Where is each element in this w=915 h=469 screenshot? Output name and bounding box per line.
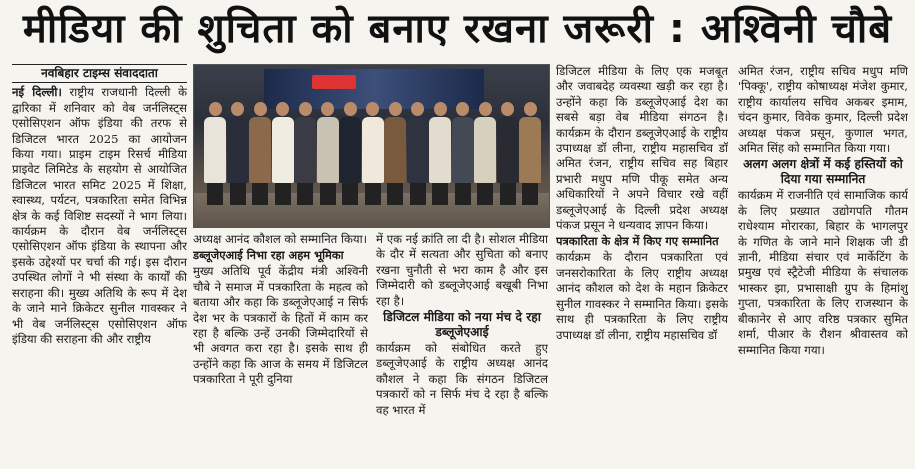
paragraph: कार्यक्रम में राजनीति एवं सामाजिक कार्य के लिए प्रख्यात उद्योगपति गौतम राधेश्याम मोरारका, बिहार के भागलपुर के गणित के जाने माने शिक्षक जी डी ज्ञानी, मीडिया संचार एवं मार्केटिंग के प्रमुख एवं स्ट्रैटेजी मीडिया के संचालक भास्कर झा, प्रभासाक्षी ग्रुप के हिमांशु गुप्ता, पत्रकारिता के लिए राजस्थान के बीकानेर से आए वरिष्ठ पत्रकार सुमित शर्मा, पीआर के रौशन श्रीवास्तव को सम्मानित किया गया।	[738, 188, 908, 357]
article-column-4	[556, 64, 728, 469]
subheading: डिजिटल मीडिया को नया मंच दे रहा डब्लूजेएआई	[383, 310, 541, 340]
paragraph-text: राष्ट्रीय राजधानी दिल्ली के द्वारिका में शनिवार को वेब जर्नलिस्ट्स एसोसिएशन ऑफ इंडिया की तरफ से डिजिटल भारत 2025 का आयोजन किया गया। प्राइम टाइम रिसर्च मीडिया प्राइवेट लिमिटेड के सहयोग से आयोजित डिजिटल भारत समिट 2025 में शिक्षा, स्वास्थ्य, पर्यटन, पत्रकारिता समेत विभिन्न क्षेत्र के कई विशिष्ट सदस्यों ने भाग लिया। कार्यक्रम के दौरान वेब जर्नलिस्ट्स एसोसिएशन ऑफ इंडिया के स्थापना और इसके उद्देश्यों पर चर्चा की गई। इस दौरान उपस्थित लोगों ने भी संस्था के कार्यों की सराहना की। मुख्य अतिथि के रूप में देश के जाने माने क्रिकेटर सुनील गावस्कर ने भी वेब जर्नलिस्ट्स एसोसिएशन ऑफ इंडिया की सराहना की और राष्ट्रीय	[12, 85, 187, 346]
person-figure	[204, 102, 226, 205]
paragraph: मुख्य अतिथि पूर्व केंद्रीय मंत्री अश्विनी चौबे ने समाज में पत्रकारिता के महत्व को बताया और कहा कि डब्लूजेएआई न सिर्फ देश भर के पत्रकारों के हितों में काम कर रहा है बल्कि उन्हें उनकी जिम्मेदारियों से भी अवगत करा रहा है। इसके साथ ही उन्होंने कहा कि आज के समय में डिजिटल पत्रकारिता ने पूरी दुनिया	[193, 264, 368, 387]
subheading: पत्रकारिता के क्षेत्र में किए गए सम्मानित	[556, 234, 719, 249]
dateline: नई दिल्ली।	[12, 85, 62, 100]
article-column-1	[12, 64, 187, 469]
paragraph: डिजिटल मीडिया के लिए एक मजबूत और जवाबदेह व्यवस्था खड़ी कर रहा है। उन्होंने कहा कि डब्लूजेएआई देश का सबसे बड़ा वेब मीडिया संगठन है। कार्यक्रम के दौरान डब्लूजेएआई के राष्ट्रीय उपाध्यक्ष डॉ लीना, राष्ट्रीय महासचिव डॉ अमित रंजन, राष्ट्रीय सचिव सह बिहार प्रभारी मधुप मणि पीकू समेत अन्य अधिकारियों ने अपने विचार रखे वहीं डब्लूजेएआई के दिल्ली प्रदेश अध्यक्ष पंकज प्रसून ने धन्यवाद ज्ञापन किया।	[556, 64, 728, 233]
article-column-5	[738, 64, 908, 469]
subheading: डब्लूजेएआई निभा रहा अहम भूमिका	[193, 248, 344, 263]
paragraph: कार्यक्रम के दौरान पत्रकारिता एवं जनसरोकारिता के लिए राष्ट्रीय अध्यक्ष आनंद कौशल को देश के महान क्रिकेटर सुनील गावस्कर ने सम्मानित किया। इसके साथ ही पत्रकारिता के लिए राष्ट्रीय उपाध्यक्ष डॉ लीना, राष्ट्रीय महासचिव डॉ	[556, 250, 728, 342]
paragraph: कार्यक्रम को संबोधित करते हुए डब्लूजेएआई के राष्ट्रीय अध्यक्ष आनंद कौशल ने कहा कि संगठन डिजिटल पत्रकारों को न सिर्फ मंच दे रहा है बल्कि वह भारत में	[376, 341, 548, 417]
paragraph: में एक नई क्रांति ला दी है। सोशल मीडिया के दौर में सत्यता और सुचिता को बनाए रखना चुनौती से भरा काम है और इस जिम्मेदारी को डब्लूजेएआई बखूबी निभा रहा है।	[376, 232, 548, 308]
person-figure	[317, 102, 339, 205]
person-figure	[474, 102, 496, 205]
person-figure	[362, 102, 384, 205]
article-column-2	[193, 232, 368, 469]
paragraph: अमित रंजन, राष्ट्रीय सचिव मधुप मणि 'पिक्कू', राष्ट्रीय कोषाध्यक्ष मंजेश कुमार, राष्ट्रीय कार्यालय सचिव अकबर इमाम, चंदन कुमार, विवेक कुमार, दिल्ली प्रदेश अध्यक्ष पंकज प्रसून, कुणाल भगत, अमित सिंह को सम्मानित किया गया।	[738, 64, 908, 156]
byline: नवबिहार टाइम्स संवाददाता	[12, 64, 187, 83]
paragraph: अध्यक्ष आनंद कौशल को सम्मानित किया।	[193, 232, 367, 246]
subheading: अलग अलग क्षेत्रों में कई हस्तियों को दिया गया सम्मानित	[743, 157, 903, 187]
person-figure	[519, 102, 541, 205]
person-figure	[294, 102, 316, 205]
person-figure	[407, 102, 429, 205]
person-figure	[339, 102, 361, 205]
article-column-3	[376, 232, 548, 469]
headline: मीडिया की शुचिता को बनाए रखना जरूरी : अश्विनी चौबे	[22, 6, 893, 52]
person-figure	[272, 102, 294, 205]
banner-logo	[312, 75, 356, 89]
person-figure	[497, 102, 519, 205]
lead-paragraph	[12, 85, 187, 347]
event-photo	[193, 64, 550, 228]
person-figure	[452, 102, 474, 205]
person-figure	[249, 102, 271, 205]
person-figure	[429, 102, 451, 205]
person-figure	[227, 102, 249, 205]
person-figure	[384, 102, 406, 205]
